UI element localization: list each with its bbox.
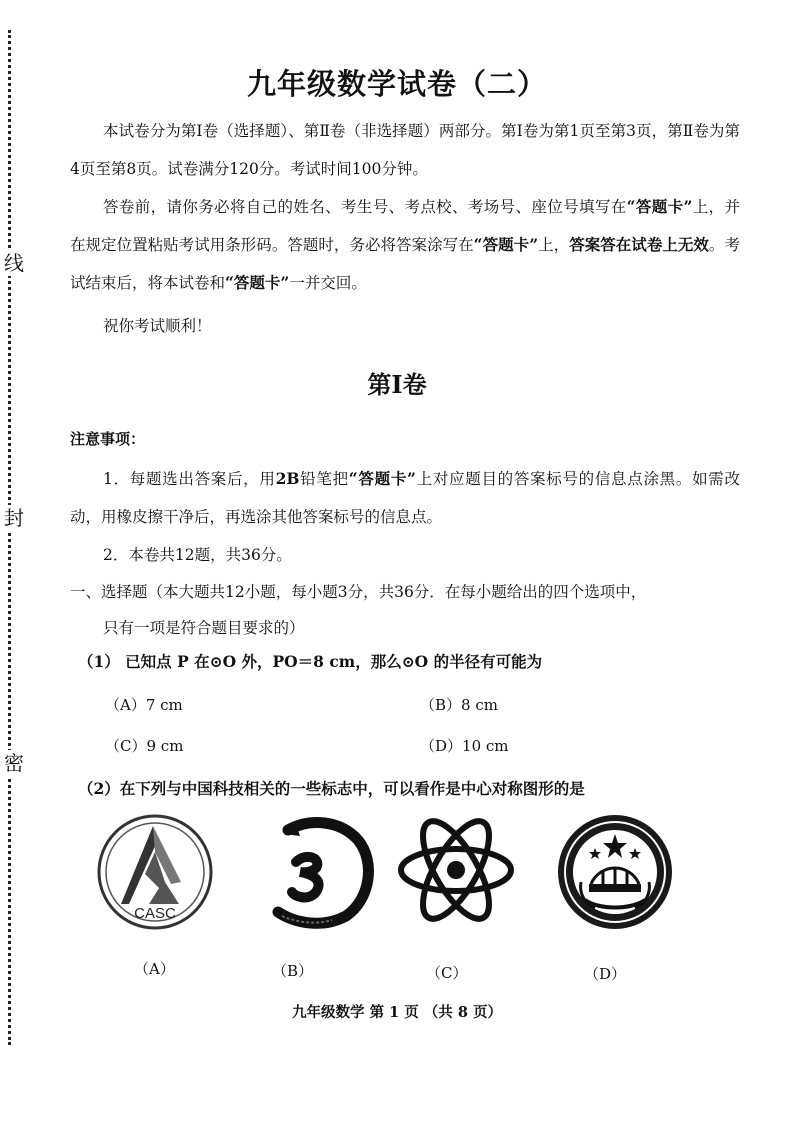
intro-paragraph-1: 本试卷分为第Ⅰ卷（选择题）、第Ⅱ卷（非选择题）两部分。第Ⅰ卷为第1页至第3页，第Ⅱ卷为第4页至第8页。试卷满分120分。考试时间100分钟。 bbox=[70, 122, 740, 178]
binding-char-mi: 密 bbox=[4, 751, 24, 775]
binding-char-xian: 线 bbox=[4, 251, 24, 275]
mcq-instructions bbox=[70, 574, 750, 646]
q2-label-d: （D） bbox=[584, 965, 627, 983]
atom-logo-icon bbox=[396, 810, 516, 930]
binding-char-feng: 封 bbox=[4, 506, 24, 530]
question-1-stem: （1） 已知点 P 在⊙O 外，PO＝8 cm，那么⊙O 的半径有可能为 bbox=[78, 652, 543, 671]
notes-title: 注意事项： bbox=[70, 430, 146, 448]
q1-option-d: （D）10 cm bbox=[420, 737, 509, 755]
q1-option-b: （B）8 cm bbox=[420, 696, 498, 714]
note-2: 2．本卷共12题，共36分。 bbox=[103, 546, 292, 564]
binding-dotted-line bbox=[8, 30, 11, 1045]
q2-label-c: （C） bbox=[426, 964, 468, 982]
question-2-stem: （2）在下列与中国科技相关的一些标志中，可以看作是中心对称图形的是 bbox=[78, 779, 585, 798]
mcq-instructions-line-1: 一、选择题（本大题共12小题，每小题3分，共36分．在每小题给出的四个选项中， bbox=[70, 583, 647, 601]
section-title: 第Ⅰ卷 bbox=[367, 370, 427, 399]
intro-paragraph-3: 祝你考试顺利！ bbox=[103, 317, 212, 335]
note-1: 1．每题选出答案后，用2B铅笔把“答题卡”上对应题目的答案标号的信息点涂黑。如需改动，用橡皮擦干净后，再选涂其他答案标号的信息点。 bbox=[70, 469, 740, 526]
q1-option-c: （C）9 cm bbox=[105, 737, 184, 755]
q2-label-a: （A） bbox=[134, 960, 175, 978]
casc-logo-text: CASC bbox=[134, 905, 176, 922]
casc-logo-icon bbox=[95, 812, 215, 932]
q2-label-b: （B） bbox=[272, 962, 314, 980]
q1-option-a: （A）7 cm bbox=[105, 696, 183, 714]
emblem-logo-icon bbox=[555, 812, 675, 932]
intro-paragraph-2: 答卷前，请你务必将自己的姓名、考生号、考点校、考场号、座位号填写在“答题卡”上，并在规定位置粘贴考试用条形码。答题时，务必将答案涂写在“答题卡”上，答案答在试卷上无效。考试结束后，将本试卷和“答题卡”一并交回。 bbox=[70, 197, 740, 292]
page-footer: 九年级数学 第 1 页 （共 8 页） bbox=[292, 1004, 502, 1021]
mcq-instructions-line-2: 只有一项是符合题目要求的） bbox=[103, 619, 305, 637]
spiral-logo-icon bbox=[260, 812, 380, 932]
page-title: 九年级数学试卷（二） bbox=[246, 67, 547, 101]
